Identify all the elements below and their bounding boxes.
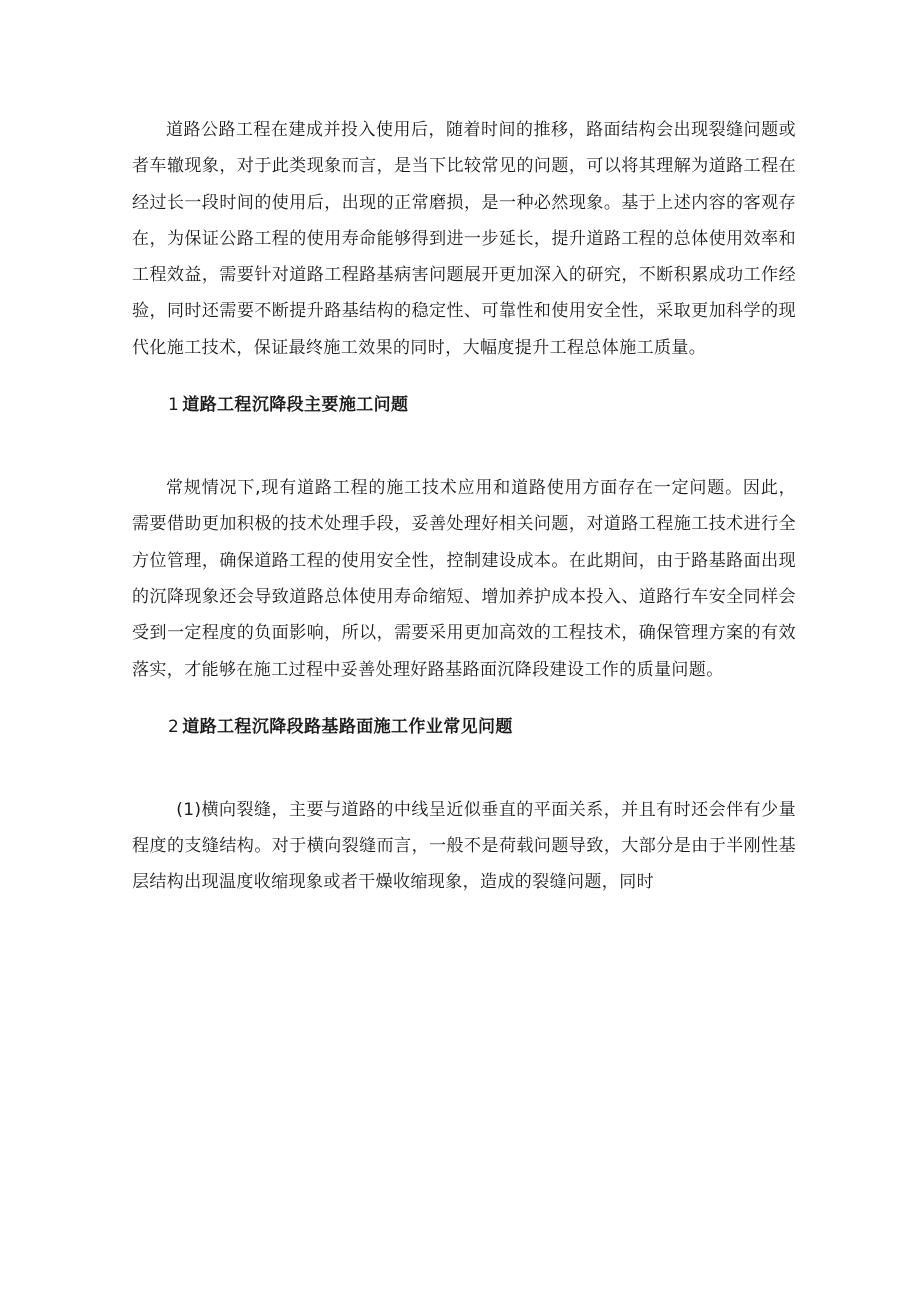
section-1-paragraph: 常规情况下,现有道路工程的施工技术应用和道路使用方面存在一定问题。因此，需要借助更加积极的技术处理手段，妥善处理好相关问题，对道路工程施工技术进行全方位管理，确保道路工程的使用安全性，控制建设成本。在此期间，由于路基路面出现的沉降现象还会导致道路总体使用寿命缩短、增加养护成本投入、道路行车安全同样会受到一定程度的负面影响，所以，需要采用更加高效的工程技术，确保管理方案的有效落实，才能够在施工过程中妥善处理好路基路面沉降段建设工作的质量问题。 bbox=[132, 478, 796, 680]
section-number: 1 bbox=[168, 395, 180, 416]
section-title: 道路工程沉降段路基路面施工作业常见问题 bbox=[182, 716, 513, 737]
section-number: 2 bbox=[168, 716, 180, 737]
intro-paragraph: 道路公路工程在建成并投入使用后，随着时间的推移，路面结构会出现裂缝问题或者车辙现象，对于此类现象而言，是当下比较常见的问题，可以将其理解为道路工程在经过长一段时间的使用后，出现的正常磨损，是一种必然现象。基于上述内容的客观存在，为保证公路工程的使用寿命能够得到进一步延长，提升道路工程的总体使用效率和工程效益，需要针对道路工程路基病害问题展开更加深入的研究，不断积累成功工作经验，同时还需要不断提升路基结构的稳定性、可靠性和使用安全性，采取更加科学的现代化施工技术，保证最终施工效果的同时，大幅度提升工程总体施工质量。 bbox=[132, 120, 796, 358]
section-title: 道路工程沉降段主要施工问题 bbox=[182, 395, 409, 416]
section-heading-2 bbox=[132, 709, 796, 745]
section-2-paragraph: (1)横向裂缝，主要与道路的中线呈近似垂直的平面关系，并且有时还会伴有少量程度的支缝结构。对于横向裂缝而言，一般不是荷载问题导致，大部分是由于半刚性基层结构出现温度收缩现象或者干燥收缩现象，造成的裂缝问题，同时 bbox=[132, 799, 796, 893]
document-body bbox=[132, 112, 796, 901]
section-heading-1 bbox=[132, 387, 796, 423]
